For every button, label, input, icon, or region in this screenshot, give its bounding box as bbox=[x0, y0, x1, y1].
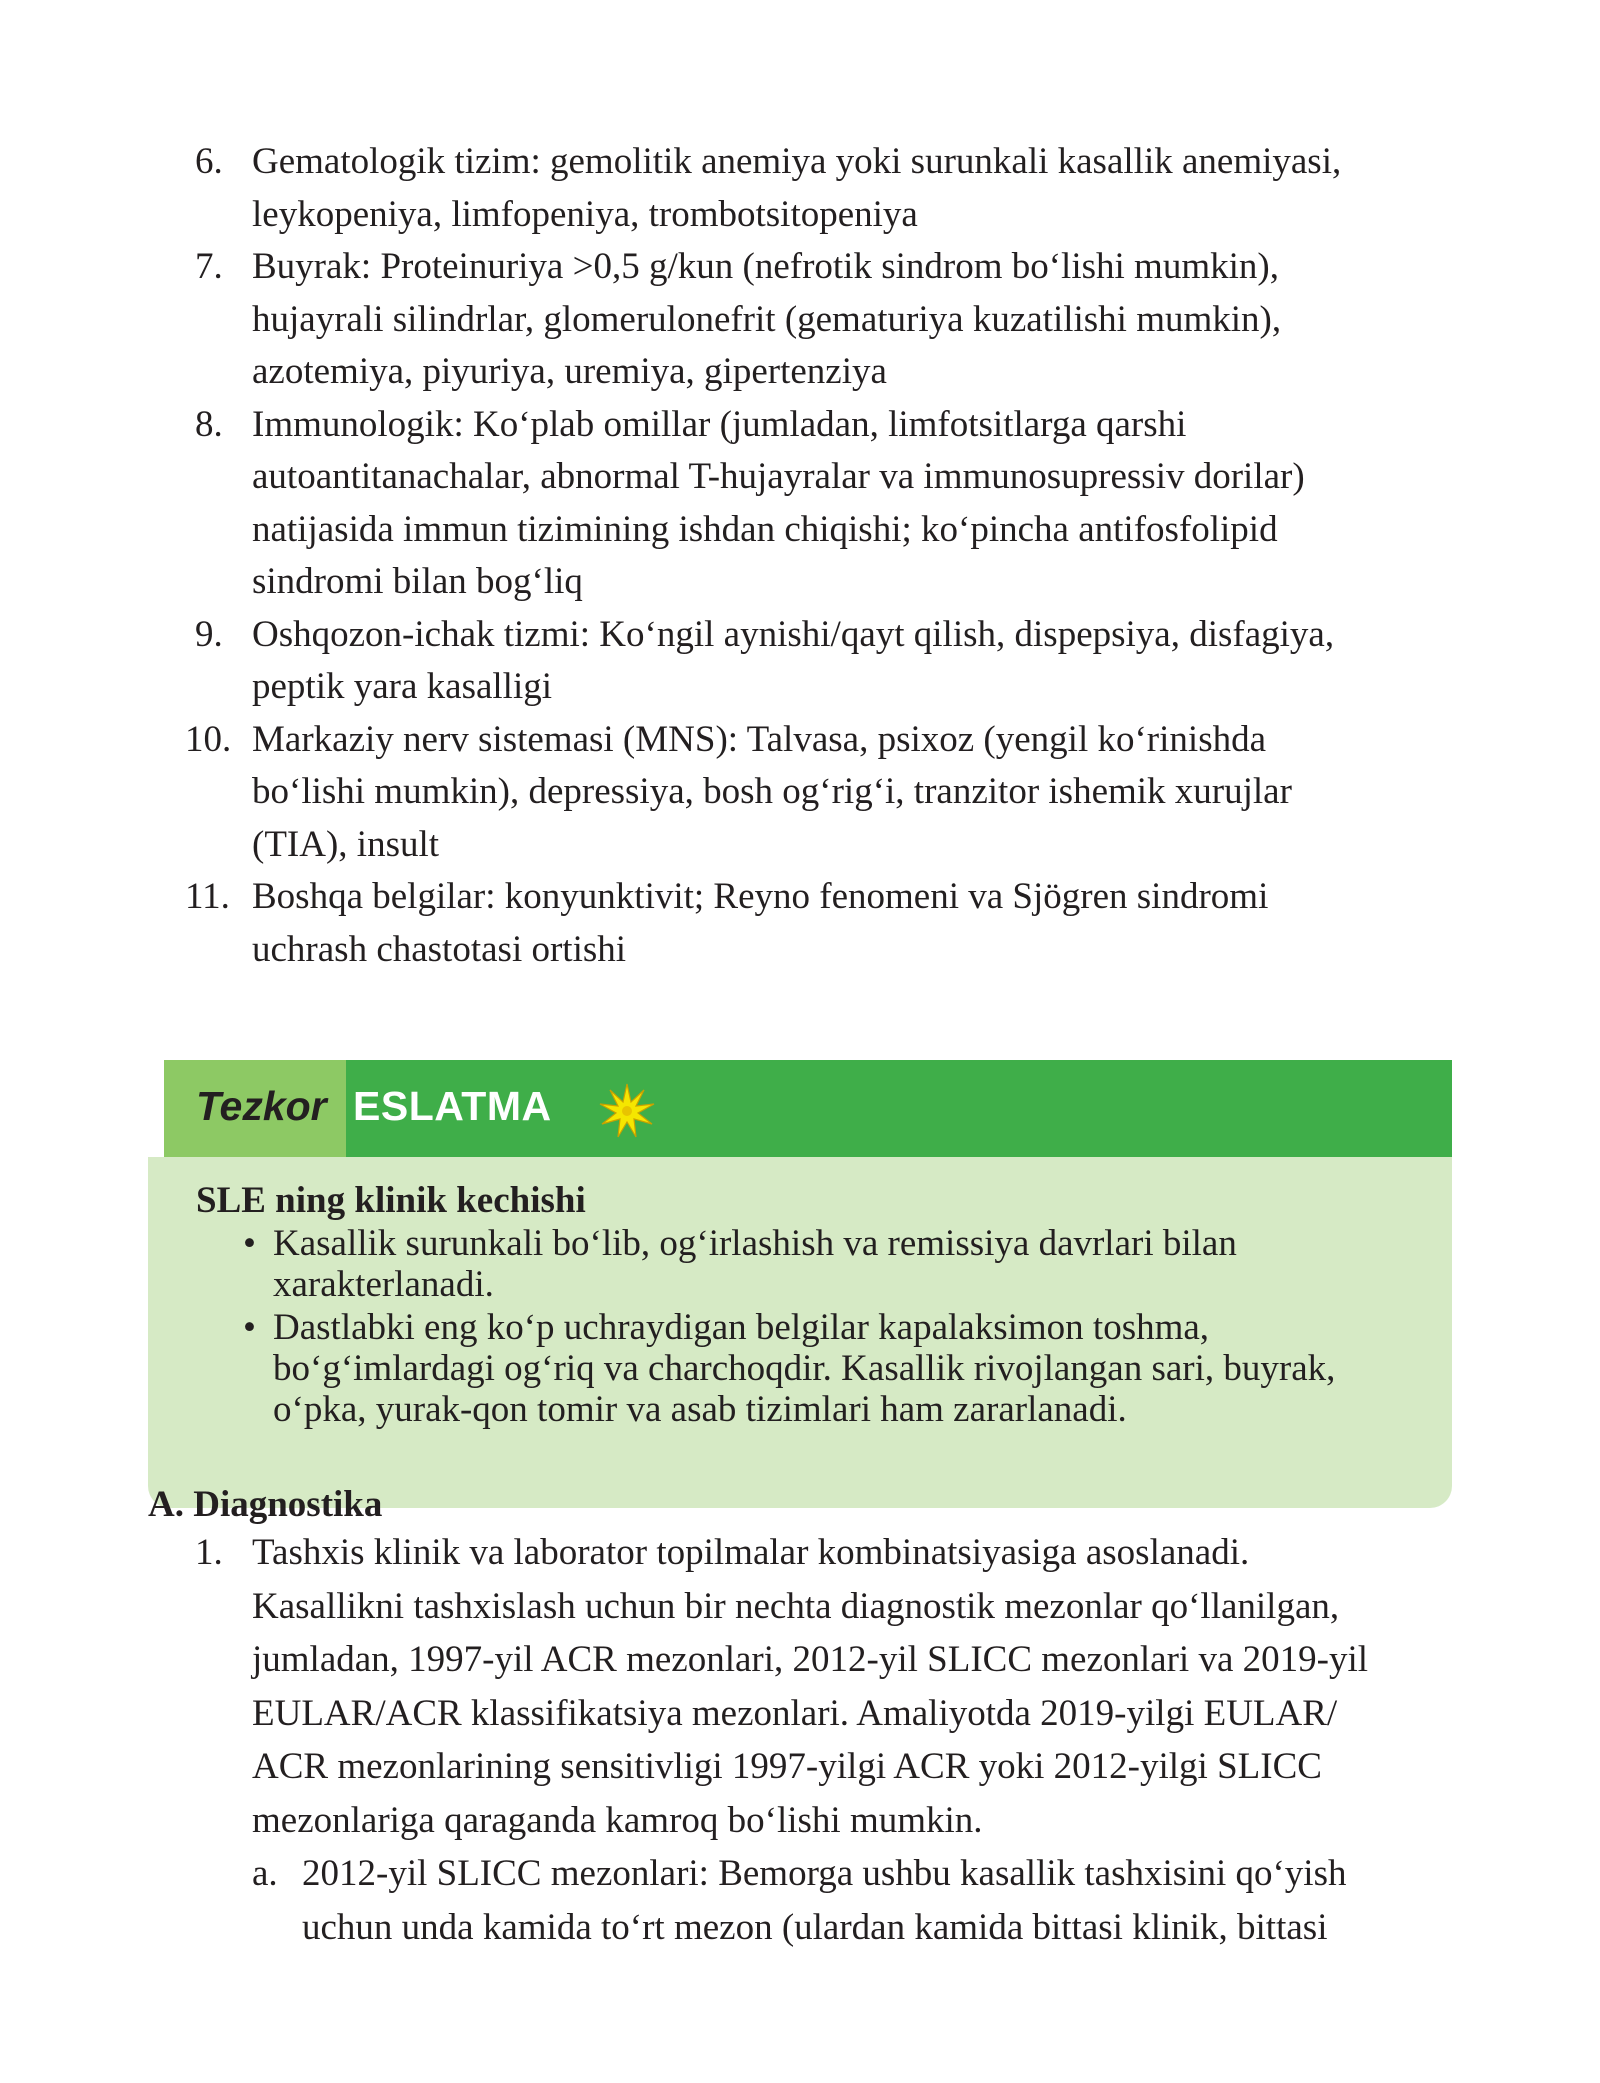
list-line: leykopeniya, limfopeniya, trombotsitopeniya bbox=[252, 193, 918, 235]
list-line: uchrash chastotasi ortishi bbox=[252, 928, 627, 970]
list-item bbox=[195, 1526, 1455, 1954]
list-number: 10. bbox=[185, 718, 232, 760]
sub-list bbox=[252, 1847, 1455, 1954]
list-line: autoantitanachalar, abnormal T-hujayralar va immunosupressiv dorilar) bbox=[252, 456, 1305, 497]
list-line: Boshqa belgilar: konyunktivit; Reyno fenomeni va Sjögren sindromi bbox=[252, 876, 1269, 917]
list-line: Oshqozon-ichak tizmi: Ko‘ngil aynishi/qayt qilish, dispepsiya, disfagiya, bbox=[252, 613, 1335, 655]
list-line: Gematologik tizim: gemolitik anemiya yoki surunkali kasallik anemiyasi, bbox=[252, 141, 1342, 182]
note-body bbox=[148, 1157, 1452, 1508]
bullet-dot: • bbox=[243, 1223, 256, 1264]
list-number: 7. bbox=[195, 246, 223, 287]
diagnostics-list bbox=[195, 1526, 1455, 1954]
list-line: azotemiya, piyuriya, uremiya, gipertenziya bbox=[252, 351, 887, 392]
note-bullet bbox=[243, 1307, 1423, 1430]
section-title: A. Diagnostika bbox=[148, 1484, 383, 1525]
bullet-line: Kasallik surunkali bo‘lib, og‘irlashish va remissiya davrlari bilan bbox=[273, 1223, 1237, 1264]
list-item bbox=[195, 609, 1455, 714]
list-number: 9. bbox=[195, 613, 223, 655]
list-item bbox=[195, 241, 1455, 399]
note-tab bbox=[164, 1060, 346, 1157]
list-line: peptik yara kasalligi bbox=[252, 666, 553, 707]
list-line: Buyrak: Proteinuriya >0,5 g/kun (nefrotik sindrom bo‘lishi mumkin), bbox=[252, 246, 1279, 287]
note-bullet bbox=[243, 1223, 1423, 1305]
bullet-dot: • bbox=[243, 1307, 256, 1348]
quick-note-box bbox=[148, 1060, 1452, 1448]
list-line: bo‘lishi mumkin), depressiya, bosh og‘rig‘i, tranzitor ishemik xurujlar bbox=[252, 771, 1292, 812]
list-line: Kasallikni tashxislash uchun bir nechta diagnostik mezonlar qo‘llanilgan, bbox=[252, 1585, 1340, 1627]
bullet-line: xarakterlanadi. bbox=[273, 1264, 494, 1305]
burst-icon bbox=[598, 1082, 656, 1140]
note-tab-label: Tezkor bbox=[196, 1083, 327, 1129]
list-item bbox=[185, 871, 1455, 976]
note-title: ESLATMA bbox=[353, 1083, 552, 1129]
list-line: Tashxis klinik va laborator topilmalar kombinatsiyasiga asoslanadi. bbox=[252, 1532, 1250, 1573]
note-heading: SLE ning klinik kechishi bbox=[196, 1180, 586, 1221]
bullet-line: Dastlabki eng ko‘p uchraydigan belgilar kapalaksimon toshma, bbox=[273, 1307, 1210, 1348]
list-line: Immunologik: Ko‘plab omillar (jumladan, limfotsitlarga qarshi bbox=[252, 403, 1187, 445]
list-item bbox=[195, 399, 1455, 609]
note-bullet-list bbox=[243, 1223, 1423, 1432]
list-item bbox=[195, 136, 1455, 241]
list-number: 6. bbox=[195, 141, 223, 182]
list-line: Markaziy nerv sistemasi (MNS): Talvasa, psixoz (yengil ko‘rinishda bbox=[252, 718, 1267, 760]
list-line: mezonlariga qaraganda kamroq bo‘lishi mumkin. bbox=[252, 1799, 983, 1841]
bullet-line: bo‘g‘imlardagi og‘riq va charchoqdir. Kasallik rivojlangan sari, buyrak, bbox=[273, 1348, 1336, 1389]
symptom-list bbox=[185, 136, 1455, 976]
sub-list-item bbox=[252, 1847, 1455, 1954]
list-line: EULAR/ACR klassifikatsiya mezonlari. Amaliyotda 2019-yilgi EULAR/ bbox=[252, 1692, 1338, 1734]
list-line: sindromi bilan bog‘liq bbox=[252, 561, 583, 602]
list-line: 2012-yil SLICC mezonlari: Bemorga ushbu kasallik tashxisini qo‘yish bbox=[302, 1853, 1347, 1894]
list-line: (TIA), insult bbox=[252, 823, 440, 865]
bullet-line: o‘pka, yurak-qon tomir va asab tizimlari ham zararlanadi. bbox=[273, 1389, 1127, 1430]
list-line: natijasida immun tizimining ishdan chiqishi; ko‘pincha antifosfolipid bbox=[252, 508, 1278, 550]
list-item bbox=[185, 714, 1455, 872]
list-number: 8. bbox=[195, 403, 223, 445]
list-line: jumladan, 1997-yil ACR mezonlari, 2012-yil SLICC mezonlari va 2019-yil bbox=[252, 1639, 1368, 1680]
list-line: ACR mezonlarining sensitivligi 1997-yilgi ACR yoki 2012-yilgi SLICC bbox=[252, 1746, 1322, 1787]
sub-list-letter: a. bbox=[252, 1853, 278, 1894]
list-number: 1. bbox=[195, 1532, 223, 1573]
list-line: hujayrali silindrlar, glomerulonefrit (gematuriya kuzatilishi mumkin), bbox=[252, 298, 1282, 340]
list-number: 11. bbox=[185, 876, 230, 917]
list-line: uchun unda kamida to‘rt mezon (ulardan kamida bittasi klinik, bittasi bbox=[302, 1906, 1328, 1948]
